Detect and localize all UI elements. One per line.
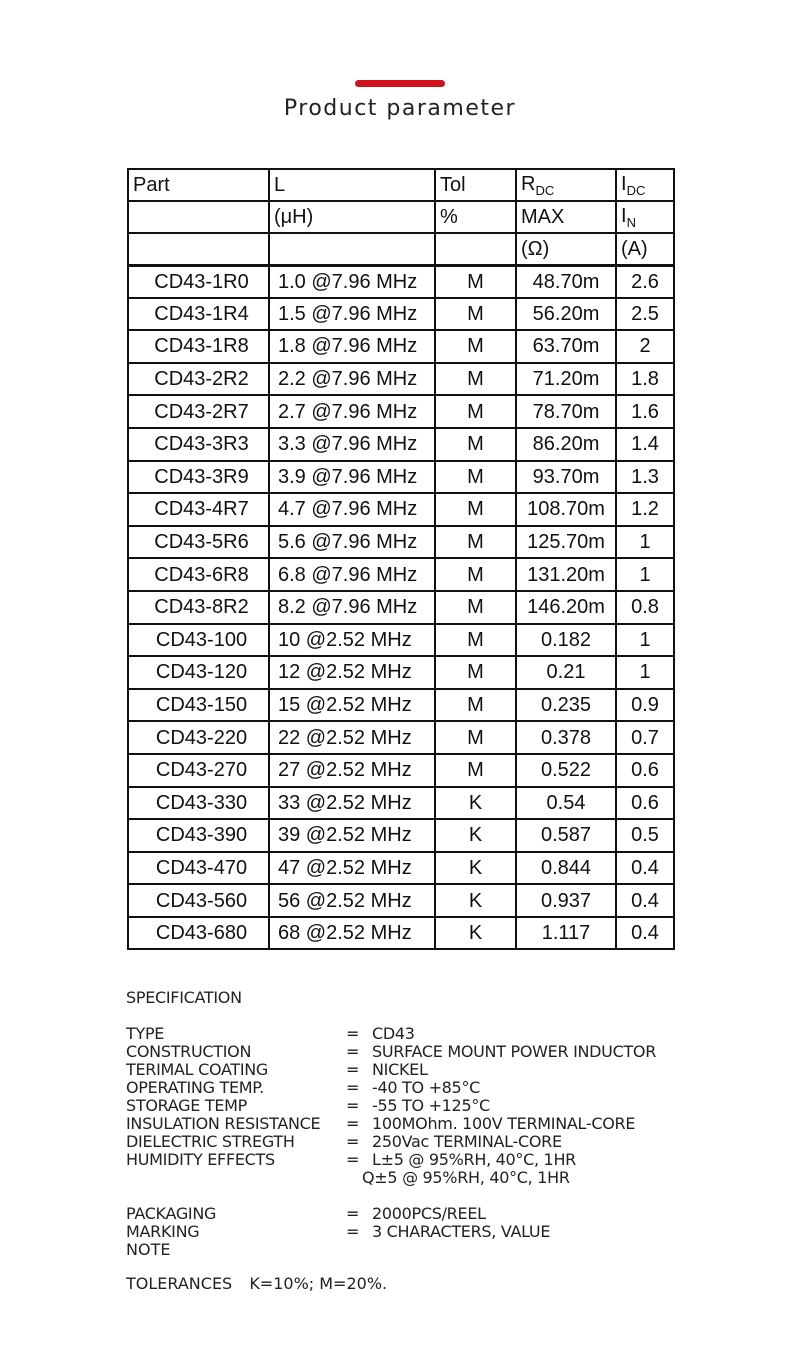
part-cell: CD43-1R8 (128, 330, 269, 363)
part-cell: CD43-680 (128, 917, 269, 950)
table-row (128, 461, 674, 494)
tolerance-cell: M (435, 461, 516, 494)
spec-value: CD43 (372, 1024, 415, 1043)
header-inductance: L (269, 169, 435, 201)
header-rdc (516, 169, 616, 201)
part-cell: CD43-560 (128, 884, 269, 917)
part-cell: CD43-6R8 (128, 558, 269, 591)
inductance-cell: 33 @2.52 MHz (269, 787, 435, 820)
tolerance-cell: K (435, 852, 516, 885)
spec-value: 2000PCS/REEL (372, 1204, 486, 1223)
rdc-cell: 0.54 (516, 787, 616, 820)
rdc-cell: 131.20m (516, 558, 616, 591)
spec-label: TYPE (126, 1024, 165, 1043)
spec-equals: = (346, 1060, 360, 1079)
tolerance-cell: M (435, 656, 516, 689)
idc-cell: 1 (616, 624, 674, 657)
table-row (128, 819, 674, 852)
tolerance-cell: M (435, 591, 516, 624)
header-part-2 (128, 201, 269, 233)
spec-line (126, 1079, 766, 1097)
part-cell: CD43-8R2 (128, 591, 269, 624)
table-row (128, 493, 674, 526)
inductance-cell: 1.8 @7.96 MHz (269, 330, 435, 363)
tolerance-cell: M (435, 526, 516, 559)
idc-cell: 0.6 (616, 754, 674, 787)
header-tolerance: Tol (435, 169, 516, 201)
idc-cell: 1.4 (616, 428, 674, 461)
inductance-cell: 4.7 @7.96 MHz (269, 493, 435, 526)
inductance-cell: 1.0 @7.96 MHz (269, 265, 435, 298)
header-inductance-3 (269, 233, 435, 265)
tolerance-cell: M (435, 721, 516, 754)
rdc-cell: 108.70m (516, 493, 616, 526)
part-cell: CD43-330 (128, 787, 269, 820)
header-idc (616, 169, 674, 201)
spec-label: MARKING (126, 1222, 200, 1241)
rdc-cell: 71.20m (516, 363, 616, 396)
tolerances-label: TOLERANCES (126, 1274, 233, 1293)
idc-cell: 2.5 (616, 298, 674, 331)
header-idc-main: I (621, 172, 627, 195)
spec-value: L±5 @ 95%RH, 40°C, 1HR (372, 1150, 576, 1169)
idc-cell: 0.4 (616, 884, 674, 917)
part-cell: CD43-2R7 (128, 395, 269, 428)
header-in (616, 201, 674, 233)
inductance-cell: 2.7 @7.96 MHz (269, 395, 435, 428)
tolerance-cell: M (435, 265, 516, 298)
header-inductance-unit: (μH) (269, 201, 435, 233)
inductance-cell: 10 @2.52 MHz (269, 624, 435, 657)
spec-equals: = (346, 1078, 360, 1097)
part-cell: CD43-2R2 (128, 363, 269, 396)
tolerance-cell: M (435, 395, 516, 428)
spec-value: -40 TO +85°C (372, 1078, 481, 1097)
part-cell: CD43-390 (128, 819, 269, 852)
spec-value: SURFACE MOUNT POWER INDUCTOR (372, 1042, 657, 1061)
part-cell: CD43-4R7 (128, 493, 269, 526)
idc-cell: 2.6 (616, 265, 674, 298)
rdc-cell: 0.235 (516, 689, 616, 722)
rdc-cell: 0.844 (516, 852, 616, 885)
part-cell: CD43-1R0 (128, 265, 269, 298)
spec-label: INSULATION RESISTANCE (126, 1114, 321, 1133)
part-cell: CD43-1R4 (128, 298, 269, 331)
spec-label: CONSTRUCTION (126, 1042, 252, 1061)
tolerance-cell: M (435, 558, 516, 591)
rdc-cell: 0.21 (516, 656, 616, 689)
product-parameter-table (127, 168, 675, 950)
table-row (128, 852, 674, 885)
inductance-cell: 3.9 @7.96 MHz (269, 461, 435, 494)
table-row (128, 395, 674, 428)
tolerance-cell: M (435, 493, 516, 526)
spec-line (126, 1151, 766, 1169)
tolerances-line (126, 1274, 387, 1293)
spec-value: 100MOhm. 100V TERMINAL-CORE (372, 1114, 636, 1133)
spec-value: -55 TO +125°C (372, 1096, 490, 1115)
part-cell: CD43-120 (128, 656, 269, 689)
inductance-cell: 2.2 @7.96 MHz (269, 363, 435, 396)
inductance-cell: 47 @2.52 MHz (269, 852, 435, 885)
table-row (128, 591, 674, 624)
table-row (128, 884, 674, 917)
tolerance-cell: M (435, 689, 516, 722)
table-row (128, 624, 674, 657)
spec-equals: = (346, 1042, 360, 1061)
idc-cell: 0.4 (616, 852, 674, 885)
idc-cell: 1 (616, 526, 674, 559)
spec-line (126, 1133, 766, 1151)
table-row (128, 526, 674, 559)
specification-heading: SPECIFICATION (126, 988, 242, 1007)
spec-value: NICKEL (372, 1060, 428, 1079)
table-row (128, 656, 674, 689)
table-header-row (128, 201, 674, 233)
idc-cell: 1.6 (616, 395, 674, 428)
part-cell: CD43-150 (128, 689, 269, 722)
table-row (128, 721, 674, 754)
spec-label: TERIMAL COATING (126, 1060, 269, 1079)
inductance-cell: 68 @2.52 MHz (269, 917, 435, 950)
rdc-cell: 63.70m (516, 330, 616, 363)
table-row (128, 787, 674, 820)
table-row (128, 363, 674, 396)
rdc-cell: 0.378 (516, 721, 616, 754)
spec-equals: = (346, 1150, 360, 1169)
header-tolerance-3 (435, 233, 516, 265)
table-row (128, 265, 674, 298)
header-rdc-unit: (Ω) (516, 233, 616, 265)
idc-cell: 0.8 (616, 591, 674, 624)
spec-equals: = (346, 1024, 360, 1043)
idc-cell: 0.5 (616, 819, 674, 852)
part-cell: CD43-270 (128, 754, 269, 787)
header-part: Part (128, 169, 269, 201)
spec-label: PACKAGING (126, 1204, 217, 1223)
table-header-row (128, 233, 674, 265)
idc-cell: 0.9 (616, 689, 674, 722)
spec-line (126, 1043, 766, 1061)
header-in-sub: N (626, 214, 636, 230)
rdc-cell: 0.182 (516, 624, 616, 657)
rdc-cell: 0.522 (516, 754, 616, 787)
rdc-cell: 86.20m (516, 428, 616, 461)
tolerance-cell: K (435, 787, 516, 820)
spec-value: 250Vac TERMINAL-CORE (372, 1132, 562, 1151)
page-title: Product parameter (283, 96, 517, 121)
table-row (128, 298, 674, 331)
idc-cell: 1.8 (616, 363, 674, 396)
rdc-cell: 48.70m (516, 265, 616, 298)
inductance-cell: 12 @2.52 MHz (269, 656, 435, 689)
inductance-cell: 15 @2.52 MHz (269, 689, 435, 722)
header-idc-unit: (A) (616, 233, 674, 265)
spec-line (126, 1205, 766, 1223)
specification-list (126, 1025, 766, 1241)
spec-line (126, 1061, 766, 1079)
spec-equals: = (346, 1222, 360, 1241)
rdc-cell: 125.70m (516, 526, 616, 559)
inductance-cell: 56 @2.52 MHz (269, 884, 435, 917)
part-cell: CD43-5R6 (128, 526, 269, 559)
inductance-cell: 22 @2.52 MHz (269, 721, 435, 754)
tolerance-cell: M (435, 298, 516, 331)
header-tolerance-unit: % (435, 201, 516, 233)
rdc-cell: 93.70m (516, 461, 616, 494)
inductance-cell: 5.6 @7.96 MHz (269, 526, 435, 559)
header-rdc-sub: DC (535, 182, 555, 198)
idc-cell: 0.4 (616, 917, 674, 950)
idc-cell: 1 (616, 656, 674, 689)
spec-equals: = (346, 1132, 360, 1151)
tolerance-cell: K (435, 884, 516, 917)
spec-value: 3 CHARACTERS, VALUE (372, 1222, 551, 1241)
inductance-cell: 39 @2.52 MHz (269, 819, 435, 852)
spec-line (126, 1097, 766, 1115)
spec-line (126, 1169, 766, 1187)
table-row (128, 689, 674, 722)
rdc-cell: 0.587 (516, 819, 616, 852)
inductance-cell: 3.3 @7.96 MHz (269, 428, 435, 461)
spec-equals: = (346, 1096, 360, 1115)
header-in-main: I (621, 204, 627, 227)
idc-cell: 1.2 (616, 493, 674, 526)
rdc-cell: 146.20m (516, 591, 616, 624)
spec-label: STORAGE TEMP (126, 1096, 247, 1115)
tolerance-cell: M (435, 624, 516, 657)
spec-line (126, 1115, 766, 1133)
header-part-3 (128, 233, 269, 265)
inductance-cell: 6.8 @7.96 MHz (269, 558, 435, 591)
tolerance-cell: M (435, 428, 516, 461)
rdc-cell: 78.70m (516, 395, 616, 428)
inductance-cell: 1.5 @7.96 MHz (269, 298, 435, 331)
idc-cell: 1 (616, 558, 674, 591)
tolerances-value: K=10%; M=20%. (249, 1274, 388, 1293)
part-cell: CD43-100 (128, 624, 269, 657)
spec-label: DIELECTRIC STREGTH (126, 1132, 295, 1151)
table-row (128, 428, 674, 461)
idc-cell: 1.3 (616, 461, 674, 494)
tolerance-cell: M (435, 363, 516, 396)
inductance-cell: 8.2 @7.96 MHz (269, 591, 435, 624)
part-cell: CD43-470 (128, 852, 269, 885)
idc-cell: 0.6 (616, 787, 674, 820)
spec-line (126, 1025, 766, 1043)
inductance-cell: 27 @2.52 MHz (269, 754, 435, 787)
tolerance-cell: K (435, 819, 516, 852)
spec-equals: = (346, 1204, 360, 1223)
part-cell: CD43-3R9 (128, 461, 269, 494)
part-cell: CD43-3R3 (128, 428, 269, 461)
idc-cell: 2 (616, 330, 674, 363)
rdc-cell: 0.937 (516, 884, 616, 917)
table-row (128, 558, 674, 591)
spec-value: Q±5 @ 95%RH, 40°C, 1HR (362, 1168, 570, 1187)
part-cell: CD43-220 (128, 721, 269, 754)
header-rdc-main: R (521, 172, 536, 195)
spec-label: HUMIDITY EFFECTS (126, 1150, 275, 1169)
tolerance-cell: K (435, 917, 516, 950)
header-rdc-max: MAX (516, 201, 616, 233)
note-heading: NOTE (126, 1240, 171, 1259)
rdc-cell: 1.117 (516, 917, 616, 950)
rdc-cell: 56.20m (516, 298, 616, 331)
table-header-row (128, 169, 674, 201)
table-row (128, 330, 674, 363)
tolerance-cell: M (435, 754, 516, 787)
spec-line (126, 1223, 766, 1241)
idc-cell: 0.7 (616, 721, 674, 754)
spec-equals: = (346, 1114, 360, 1133)
tolerance-cell: M (435, 330, 516, 363)
spec-label: OPERATING TEMP. (126, 1078, 264, 1097)
table-row (128, 754, 674, 787)
table-row (128, 917, 674, 950)
header-idc-sub: DC (626, 182, 646, 198)
title-accent-bar (355, 80, 445, 87)
